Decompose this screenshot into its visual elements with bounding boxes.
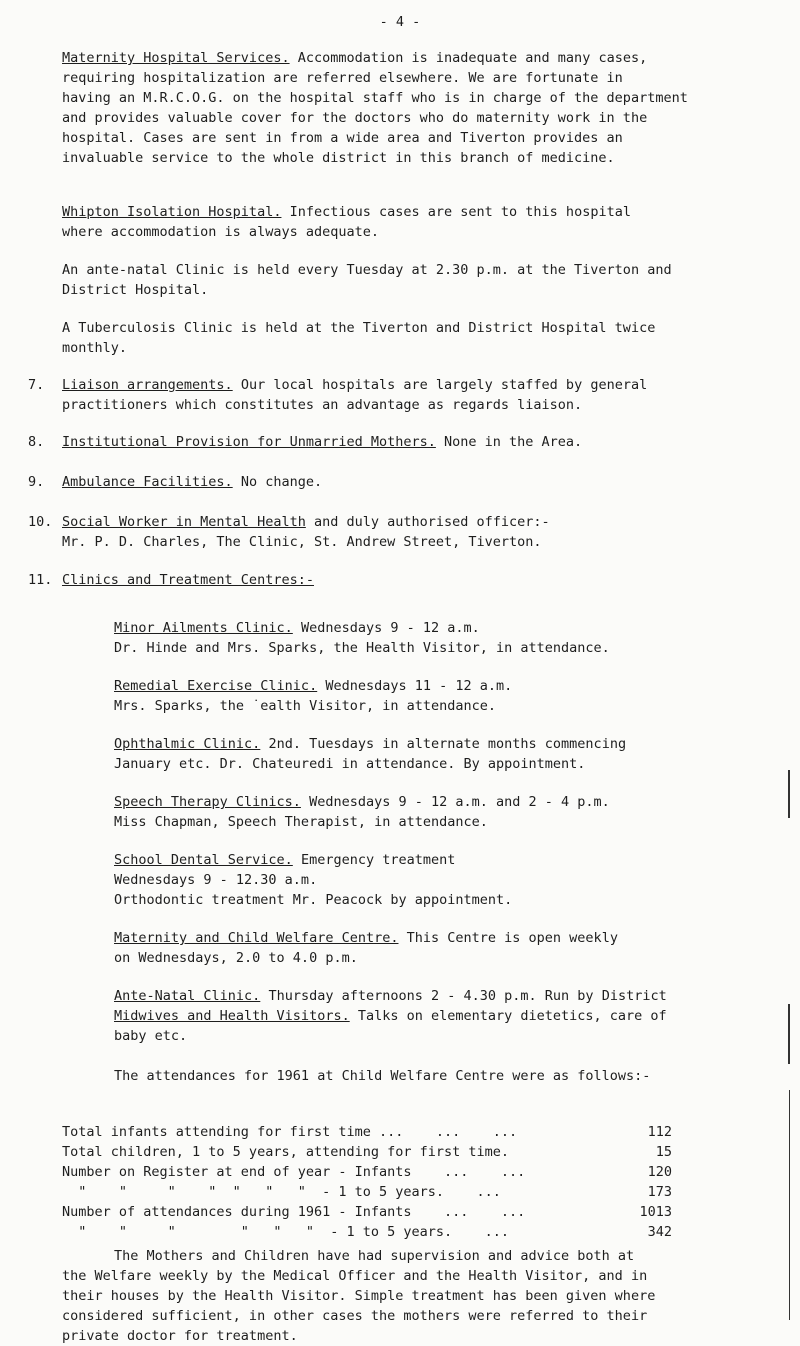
section-10-heading: Social Worker in Mental Health <box>62 514 306 530</box>
row-label: Number on Register at end of year - Infants ... ... <box>62 1164 526 1180</box>
section-7-line1: Our local hospitals are largely staffed by general <box>240 377 648 393</box>
clinic-remedial-text: Wednesdays 11 - 12 a.m. <box>325 678 513 694</box>
clinic-ophthalmic-text: 2nd. Tuesdays in alternate months commencing <box>268 736 627 752</box>
clinic-dental <box>114 850 779 910</box>
antenatal-general <box>62 260 777 300</box>
maternity-line6: invaluable service to the whole district in this branch of medicine. <box>62 150 615 166</box>
clinic-remedial-line2: Mrs. Sparks, the ˙ealth Visitor, in attendance. <box>114 698 497 714</box>
clinic-antenatal-text: Thursday afternoons 2 - 4.30 p.m. Run by District <box>268 988 667 1004</box>
section-9-text: No change. <box>240 474 323 490</box>
tb-section <box>62 318 777 358</box>
row-label: Total children, 1 to 5 years, attending for first time. <box>62 1144 510 1160</box>
clinic-minor-text: Wednesdays 9 - 12 a.m. <box>300 620 480 636</box>
clinic-minor-heading: Minor Ailments Clinic. <box>114 620 293 636</box>
section-7-heading: Liaison arrangements. <box>62 377 233 393</box>
table-row <box>62 1202 762 1222</box>
section-7-number: 7. <box>28 377 45 393</box>
clinic-antenatal-heading: Ante-Natal Clinic. <box>114 988 261 1004</box>
maternity-line4: and provides valuable cover for the doctors who do maternity work in the <box>62 110 648 126</box>
clinic-antenatal <box>114 986 779 1046</box>
antenatal-general-line1: An ante-natal Clinic is held every Tuesday at 2.30 p.m. at the Tiverton and <box>62 262 672 278</box>
attendance-intro: The attendances for 1961 at Child Welfare Centre were as follows:- <box>114 1068 651 1084</box>
clinic-ophthalmic-line2: January etc. Dr. Chateuredi in attendance. By appointment. <box>114 756 586 772</box>
closing-line3: their houses by the Health Visitor. Simple treatment has been given where <box>62 1288 656 1304</box>
section-8 <box>62 432 777 452</box>
table-row <box>62 1222 762 1242</box>
clinic-antenatal-line3: baby etc. <box>114 1028 188 1044</box>
whipton-line1: Infectious cases are sent to this hospital <box>289 204 631 220</box>
clinic-minor-ailments <box>114 618 779 658</box>
row-value: 342 <box>647 1224 672 1240</box>
section-10-line2: Mr. P. D. Charles, The Clinic, St. Andrew Street, Tiverton. <box>62 534 542 550</box>
clinic-remedial-heading: Remedial Exercise Clinic. <box>114 678 318 694</box>
row-label: Total infants attending for first time ... ... ... <box>62 1124 518 1140</box>
row-label: " " " " " " " - 1 to 5 years. ... <box>62 1184 501 1200</box>
row-label: Number of attendances during 1961 - Infants ... ... <box>62 1204 526 1220</box>
closing-line2: the Welfare weekly by the Medical Officer and the Health Visitor, and in <box>62 1268 648 1284</box>
section-11-heading: Clinics and Treatment Centres:- <box>62 572 314 588</box>
table-row <box>62 1122 762 1142</box>
section-7 <box>62 375 777 415</box>
row-value: 1013 <box>639 1204 672 1220</box>
maternity-heading: Maternity Hospital Services. <box>62 50 290 66</box>
tb-line2: monthly. <box>62 340 128 356</box>
antenatal-general-line2: District Hospital. <box>62 282 209 298</box>
section-9 <box>62 472 777 492</box>
whipton-section <box>62 202 777 242</box>
clinic-speech-line2: Miss Chapman, Speech Therapist, in attendance. <box>114 814 488 830</box>
whipton-heading: Whipton Isolation Hospital. <box>62 204 282 220</box>
maternity-section <box>62 48 777 168</box>
section-8-number: 8. <box>28 434 45 450</box>
margin-mark <box>788 770 790 818</box>
clinic-speech-text: Wednesdays 9 - 12 a.m. and 2 - 4 p.m. <box>309 794 610 810</box>
maternity-line1: Accommodation is inadequate and many cases, <box>297 50 648 66</box>
clinic-antenatal-line2b: Talks on elementary dietetics, care of <box>349 1008 667 1024</box>
section-10-text: and duly authorised officer:- <box>313 514 550 530</box>
clinic-dental-line2: Wednesdays 9 - 12.30 a.m. <box>114 872 318 888</box>
clinic-mcw-text: This Centre is open weekly <box>406 930 618 946</box>
clinic-dental-text: Emergency treatment <box>300 852 456 868</box>
page-number: - 4 - <box>379 14 421 30</box>
section-11 <box>62 570 777 590</box>
maternity-line2: requiring hospitalization are referred elsewhere. We are fortunate in <box>62 70 623 86</box>
closing-line4: considered sufficient, in other cases the mothers were referred to their <box>62 1308 648 1324</box>
maternity-line5: hospital. Cases are sent in from a wide area and Tiverton provides an <box>62 130 623 146</box>
clinic-dental-heading: School Dental Service. <box>114 852 293 868</box>
closing-line1: The Mothers and Children have had supervision and advice both at <box>114 1248 635 1264</box>
clinic-antenatal-line2a: Midwives and Health Visitors. <box>114 1008 350 1024</box>
clinic-mcw-heading: Maternity and Child Welfare Centre. <box>114 930 399 946</box>
clinic-minor-line2: Dr. Hinde and Mrs. Sparks, the Health Visitor, in attendance. <box>114 640 610 656</box>
row-value: 120 <box>647 1164 672 1180</box>
clinic-dental-line3: Orthodontic treatment Mr. Peacock by appointment. <box>114 892 513 908</box>
clinic-mcw-line2: on Wednesdays, 2.0 to 4.0 p.m. <box>114 950 358 966</box>
section-9-heading: Ambulance Facilities. <box>62 474 233 490</box>
section-9-number: 9. <box>28 474 45 490</box>
clinic-ophthalmic-heading: Ophthalmic Clinic. <box>114 736 261 752</box>
table-row <box>62 1162 762 1182</box>
closing-paragraph <box>62 1246 777 1346</box>
closing-line5: private doctor for treatment. <box>62 1328 298 1344</box>
margin-mark <box>788 1004 790 1064</box>
row-value: 173 <box>647 1184 672 1200</box>
section-8-text: None in the Area. <box>444 434 583 450</box>
row-value: 112 <box>647 1124 672 1140</box>
section-7-line2: practitioners which constitutes an advantage as regards liaison. <box>62 397 583 413</box>
clinic-speech <box>114 792 779 832</box>
tb-line1: A Tuberculosis Clinic is held at the Tiverton and District Hospital twice <box>62 320 656 336</box>
clinic-speech-heading: Speech Therapy Clinics. <box>114 794 301 810</box>
clinic-ophthalmic <box>114 734 779 774</box>
section-10 <box>62 512 777 552</box>
margin-mark <box>789 1090 790 1320</box>
section-11-number: 11. <box>28 572 53 588</box>
section-10-number: 10. <box>28 514 53 530</box>
section-8-heading: Institutional Provision for Unmarried Mothers. <box>62 434 436 450</box>
maternity-line3: having an M.R.C.O.G. on the hospital staff who is in charge of the department <box>62 90 688 106</box>
table-row <box>62 1142 762 1162</box>
row-label: " " " " " " - 1 to 5 years. ... <box>62 1224 510 1240</box>
attendance-table <box>62 1122 762 1242</box>
row-value: 15 <box>655 1144 672 1160</box>
clinic-mcw <box>114 928 779 968</box>
whipton-line2: where accommodation is always adequate. <box>62 224 379 240</box>
table-row <box>62 1182 762 1202</box>
clinic-remedial <box>114 676 779 716</box>
